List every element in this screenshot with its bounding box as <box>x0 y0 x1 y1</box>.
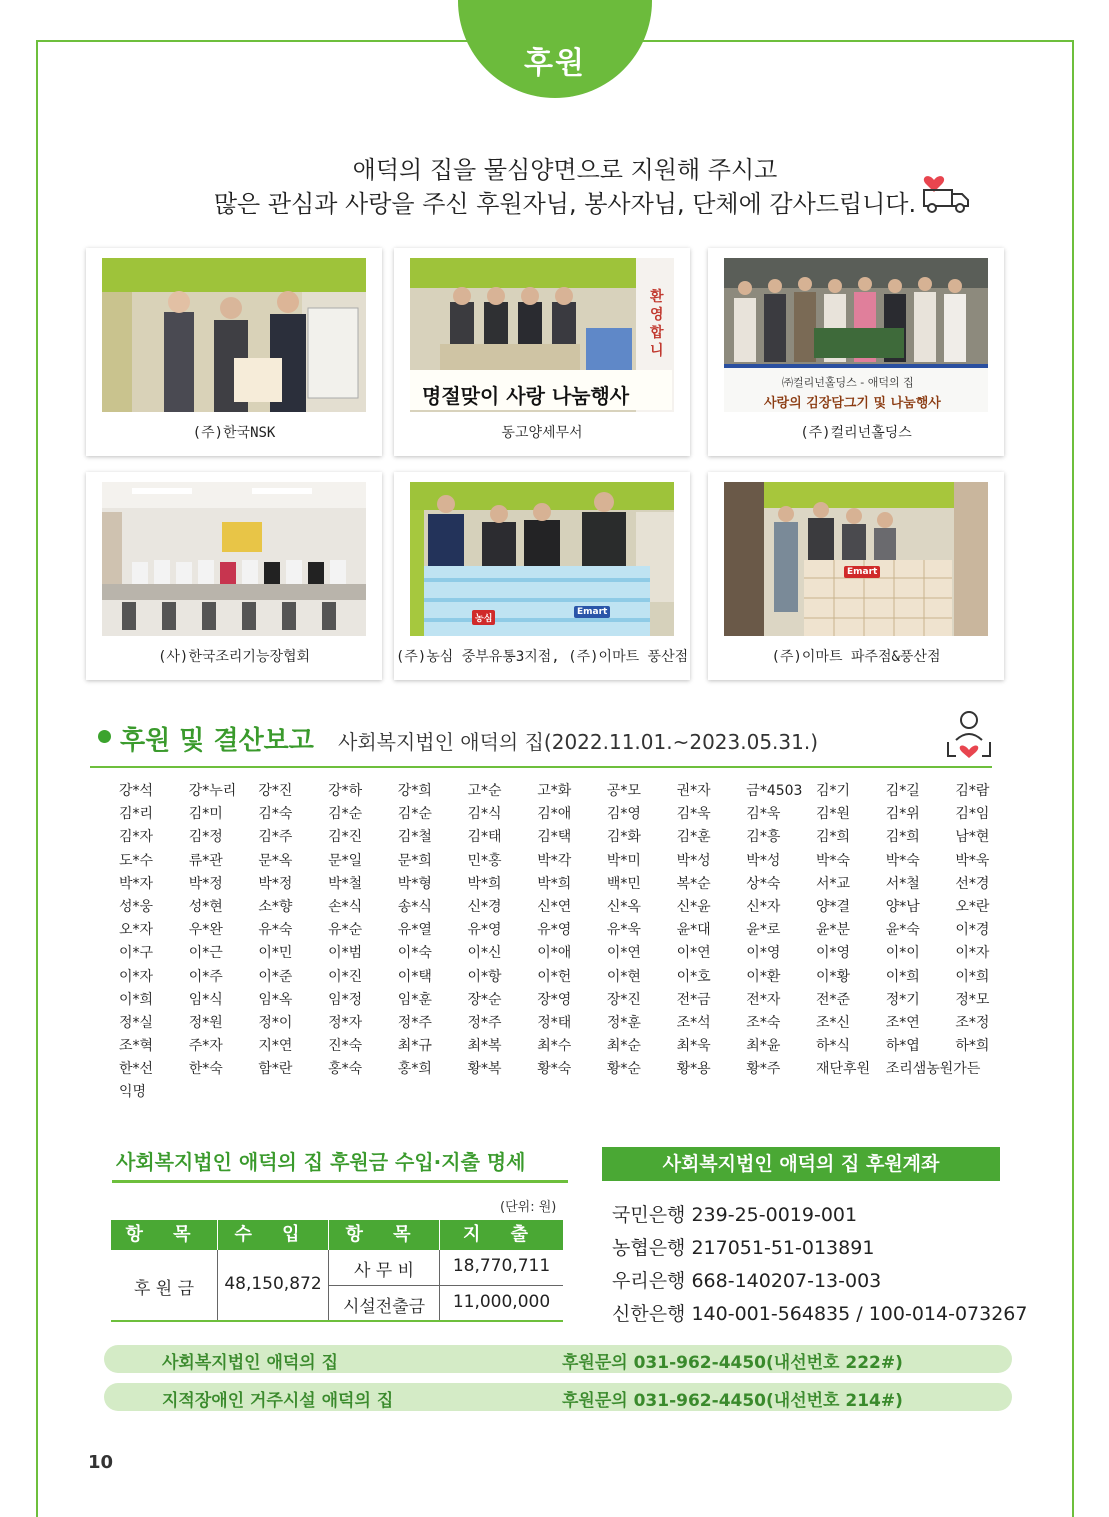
donor-name: 이*진 <box>328 968 363 985</box>
donor-name: 박*희 <box>467 875 502 892</box>
donor-row <box>119 919 999 942</box>
donor-name: 최*윤 <box>746 1038 781 1055</box>
donor-name: 이*주 <box>188 968 223 985</box>
donor-row <box>119 1035 999 1058</box>
donor-name: 전*금 <box>676 991 711 1008</box>
photo-caption: (주)농심 중부유통3지점, (주)이마트 풍산점 <box>395 649 689 665</box>
donor-name: 이*애 <box>537 945 572 962</box>
photo-caption: (주)한국NSK <box>192 425 276 441</box>
donor-name: 문*희 <box>397 852 432 869</box>
donor-name: 강*희 <box>397 783 432 799</box>
ledger-title: 사회복지법인 애덕의 집 후원금 수입·지출 명세 <box>116 1150 526 1174</box>
donor-name: 조*연 <box>885 1014 920 1031</box>
donor-name: 김*태 <box>467 829 502 846</box>
contact-name: 지적장애인 거주시설 애덕의 집 <box>162 1391 394 1411</box>
ledger-bottom-rule <box>111 1320 563 1322</box>
donor-list <box>119 780 999 1105</box>
donor-name: 정*모 <box>955 991 990 1008</box>
donor-name: 정*훈 <box>606 1014 641 1031</box>
ledger-title-rule <box>112 1180 568 1183</box>
donor-name: 장*순 <box>467 991 502 1008</box>
donor-row <box>119 873 999 896</box>
donor-row <box>119 826 999 849</box>
section-tab-label: 후원 <box>524 46 586 81</box>
photo-box-label: Emart <box>574 606 610 618</box>
donor-name: 이*신 <box>467 945 502 962</box>
donor-name: 서*교 <box>816 875 851 892</box>
donor-name: 문*일 <box>328 852 363 869</box>
donor-name: 김*진 <box>328 829 363 846</box>
donor-name: 강*누리 <box>188 783 237 799</box>
donor-name: 선*경 <box>955 875 990 892</box>
donor-name: 오*자 <box>119 922 154 939</box>
donor-name: 김*화 <box>606 829 641 846</box>
donor-name: 박*정 <box>188 875 223 892</box>
donor-name: 정*실 <box>119 1014 154 1031</box>
photo-caption: 동고양세무서 <box>501 425 583 441</box>
donor-name: 조*신 <box>816 1014 851 1031</box>
donor-name: 김*훈 <box>676 829 711 846</box>
donor-name: 장*영 <box>537 991 572 1008</box>
donor-row <box>119 780 999 803</box>
donor-name: 신*연 <box>537 898 572 915</box>
contact-bar <box>104 1383 1012 1411</box>
donor-name: 조*혁 <box>119 1038 154 1055</box>
photo-nongshim-emart <box>410 482 674 636</box>
donor-name: 김*정 <box>188 829 223 846</box>
donor-name: 김*욱 <box>746 806 781 823</box>
donor-name: 박*희 <box>537 875 572 892</box>
donor-name: 진*숙 <box>328 1038 363 1055</box>
donor-name: 하*엽 <box>885 1038 920 1055</box>
donor-name: 이*영 <box>746 945 781 962</box>
donor-name: 김*주 <box>258 829 293 846</box>
donor-name: 조*숙 <box>746 1014 781 1031</box>
donor-name: 복*순 <box>676 875 711 892</box>
donor-name: 이*범 <box>328 945 363 962</box>
ledger-divider <box>328 1250 329 1322</box>
photo-caption: (주)컬리넌홀딩스 <box>800 425 912 441</box>
donor-row <box>119 942 999 965</box>
account-line: 우리은행 668-140207-13-003 <box>612 1270 882 1292</box>
donor-name: 박*각 <box>537 852 572 869</box>
donor-name: 정*태 <box>537 1014 572 1031</box>
donor-name: 김*흥 <box>746 829 781 846</box>
donor-name: 임*식 <box>188 991 223 1008</box>
donor-name: 이*희 <box>119 991 154 1008</box>
donor-name: 송*식 <box>397 898 432 915</box>
photo-card-emart-paju <box>708 472 1004 680</box>
ledger-header-income: 수 입 <box>218 1220 328 1250</box>
ledger-divider <box>217 1250 218 1322</box>
donor-name: 김*순 <box>397 806 432 823</box>
donor-name: 윤*로 <box>746 922 781 939</box>
donor-name: 전*준 <box>816 991 851 1008</box>
donor-name: 소*향 <box>258 898 293 915</box>
donor-name: 공*모 <box>606 783 641 799</box>
ledger-income-amount: 48,150,872 <box>224 1274 322 1294</box>
photo-cullinan <box>724 258 988 412</box>
donor-row <box>119 1012 999 1035</box>
photo-banner-text: 명절맞이 사랑 나눔행사 <box>422 384 630 408</box>
donor-row <box>119 1081 999 1104</box>
donor-name: 김*람 <box>955 783 990 799</box>
ledger-table <box>111 1220 563 1322</box>
hands-heart-icon <box>944 710 994 762</box>
ledger-divider <box>329 1285 563 1286</box>
donor-name: 하*희 <box>955 1038 990 1055</box>
photo-card-tax-office <box>394 248 690 456</box>
donor-name: 하*식 <box>816 1038 851 1055</box>
donor-name: 임*옥 <box>258 991 293 1008</box>
donor-name: 류*관 <box>188 852 223 869</box>
donor-name: 유*열 <box>397 922 432 939</box>
donor-row <box>119 850 999 873</box>
donor-name: 이*호 <box>676 968 711 985</box>
donor-name: 김*영 <box>606 806 641 823</box>
section-subtitle: 사회복지법인 애덕의 집(2022.11.01.~2023.05.31.) <box>338 730 819 754</box>
donor-name: 고*화 <box>537 783 572 799</box>
donor-name: 김*임 <box>955 806 990 823</box>
photo-box-label: 농심 <box>472 610 495 625</box>
donor-name: 이*헌 <box>537 968 572 985</box>
donor-name: 정*기 <box>885 991 920 1008</box>
donor-name: 도*수 <box>119 852 154 869</box>
donor-name: 박*숙 <box>885 852 920 869</box>
donor-name: 김*택 <box>537 829 572 846</box>
donor-name: 이*구 <box>119 945 154 962</box>
donor-name: 김*애 <box>537 806 572 823</box>
donor-row <box>119 1058 999 1081</box>
photo-card-cullinan <box>708 248 1004 456</box>
donor-name: 이*희 <box>955 968 990 985</box>
donor-name: 권*자 <box>676 783 711 799</box>
donor-name: 조*정 <box>955 1014 990 1031</box>
donor-name: 윤*대 <box>676 922 711 939</box>
donor-name: 황*숙 <box>537 1061 572 1078</box>
section-bullet <box>98 730 111 743</box>
donor-name: 김*숙 <box>258 806 293 823</box>
photo-card-chef-association <box>86 472 382 680</box>
ledger-header-expense: 지 출 <box>440 1220 563 1250</box>
donor-name: 재단후원 <box>816 1061 871 1078</box>
donor-name: 금*4503 <box>746 783 803 799</box>
ledger-header-item: 항 목 <box>111 1220 217 1250</box>
donor-name: 이*영 <box>816 945 851 962</box>
intro-line-2: 많은 관심과 사랑을 주신 후원자님, 봉사자님, 단체에 감사드립니다. <box>213 190 917 218</box>
donor-name: 황*주 <box>746 1061 781 1078</box>
donor-name: 양*결 <box>816 898 851 915</box>
donor-name: 강*석 <box>119 783 154 799</box>
donor-name: 우*완 <box>188 922 223 939</box>
donor-name: 박*성 <box>676 852 711 869</box>
donor-name: 최*수 <box>537 1038 572 1055</box>
ledger-divider <box>439 1250 440 1322</box>
contact-name: 사회복지법인 애덕의 집 <box>162 1353 339 1373</box>
donor-name: 오*란 <box>955 898 990 915</box>
donor-row <box>119 966 999 989</box>
donor-name: 성*웅 <box>119 898 154 915</box>
donor-name: 서*철 <box>885 875 920 892</box>
donor-name: 임*정 <box>328 991 363 1008</box>
donor-name: 최*순 <box>606 1038 641 1055</box>
donor-name: 이*항 <box>467 968 502 985</box>
donor-name: 김*길 <box>885 783 920 799</box>
photo-caption: (주)이마트 파주점&풍산점 <box>771 649 941 665</box>
donor-name: 상*숙 <box>746 875 781 892</box>
donor-name: 김*순 <box>328 806 363 823</box>
donor-name: 최*규 <box>397 1038 432 1055</box>
ledger-income-item: 후 원 금 <box>133 1279 195 1299</box>
donor-name: 김*기 <box>816 783 851 799</box>
photo-banner-small: ㈜컬리넌홀딩스 - 애덕의 집 <box>782 376 914 389</box>
photo-caption: (사)한국조리기능장협회 <box>157 649 311 665</box>
photo-nsk <box>102 258 366 412</box>
section-divider <box>90 766 992 768</box>
photo-emart-paju <box>724 482 988 636</box>
donor-row <box>119 896 999 919</box>
donor-name: 박*숙 <box>816 852 851 869</box>
donor-name: 정*주 <box>397 1014 432 1031</box>
donor-name: 이*환 <box>746 968 781 985</box>
donor-name: 전*자 <box>746 991 781 1008</box>
donor-name: 주*자 <box>188 1038 223 1055</box>
donor-name: 홍*숙 <box>328 1061 363 1078</box>
donor-name: 김*철 <box>397 829 432 846</box>
donor-name: 이*희 <box>885 968 920 985</box>
ledger-expense-item: 사 무 비 <box>353 1261 415 1281</box>
donor-name: 박*미 <box>606 852 641 869</box>
donor-name: 강*진 <box>258 783 293 799</box>
donor-name: 윤*분 <box>816 922 851 939</box>
donor-name: 신*윤 <box>676 898 711 915</box>
donor-name: 신*자 <box>746 898 781 915</box>
donor-name: 문*옥 <box>258 852 293 869</box>
donor-name: 유*순 <box>328 922 363 939</box>
donor-name: 정*주 <box>467 1014 502 1031</box>
photo-chef-association <box>102 482 366 636</box>
donor-name: 박*형 <box>397 875 432 892</box>
donor-name: 이*자 <box>955 945 990 962</box>
section-title: 후원 및 결산보고 <box>120 726 314 756</box>
donor-name: 한*선 <box>119 1061 154 1078</box>
donor-name: 백*민 <box>606 875 641 892</box>
ledger-header-item: 항 목 <box>329 1220 439 1250</box>
donor-name: 이*민 <box>258 945 293 962</box>
donor-name: 신*옥 <box>606 898 641 915</box>
accounts-title: 사회복지법인 애덕의 집 후원계좌 <box>602 1147 1000 1181</box>
donor-name: 이*근 <box>188 945 223 962</box>
donor-name: 김*미 <box>188 806 223 823</box>
account-line: 신한은행 140-001-564835 / 100-014-073267 <box>612 1303 1028 1325</box>
donor-name: 이*황 <box>816 968 851 985</box>
account-line: 국민은행 239-25-0019-001 <box>612 1204 858 1226</box>
donor-name: 이*연 <box>606 945 641 962</box>
photo-banner-text: 사랑의 김장담그기 및 나눔행사 <box>764 396 941 411</box>
contact-bar <box>104 1345 1012 1373</box>
donor-name: 정*이 <box>258 1014 293 1031</box>
donor-name: 윤*숙 <box>885 922 920 939</box>
page-number: 10 <box>88 1452 114 1473</box>
donor-name: 최*복 <box>467 1038 502 1055</box>
donor-name: 조리샘농원가든 <box>885 1061 981 1078</box>
donor-name: 이*현 <box>606 968 641 985</box>
donor-name: 유*영 <box>537 922 572 939</box>
donor-name: 황*복 <box>467 1061 502 1078</box>
donor-row <box>119 803 999 826</box>
donor-name: 성*현 <box>188 898 223 915</box>
donor-name: 지*연 <box>258 1038 293 1055</box>
donor-name: 김*희 <box>885 829 920 846</box>
donor-name: 황*순 <box>606 1061 641 1078</box>
donor-name: 이*이 <box>885 945 920 962</box>
donor-name: 홍*희 <box>397 1061 432 1078</box>
contact-phone: 후원문의 031-962-4450(내선번호 222#) <box>562 1353 903 1373</box>
donor-name: 이*경 <box>955 922 990 939</box>
donor-name: 박*성 <box>746 852 781 869</box>
heart-truck-icon <box>920 166 972 214</box>
donor-name: 장*진 <box>606 991 641 1008</box>
donor-name: 정*원 <box>188 1014 223 1031</box>
ledger-expense-amount: 11,000,000 <box>452 1292 551 1312</box>
donor-name: 함*란 <box>258 1061 293 1078</box>
donor-name: 김*위 <box>885 806 920 823</box>
ledger-expense-amount: 18,770,711 <box>452 1256 551 1276</box>
ledger-expense-item: 시설전출금 <box>342 1297 426 1317</box>
donor-row <box>119 989 999 1012</box>
donor-name: 이*자 <box>119 968 154 985</box>
photo-sign-text: 환영합니 <box>650 289 664 359</box>
donor-name: 민*홍 <box>467 852 502 869</box>
donor-name: 김*자 <box>119 829 154 846</box>
donor-name: 이*준 <box>258 968 293 985</box>
donor-name: 박*욱 <box>955 852 990 869</box>
photo-tax-office <box>410 258 674 412</box>
donor-name: 김*리 <box>119 806 154 823</box>
donor-name: 김*욱 <box>676 806 711 823</box>
donor-name: 박*철 <box>328 875 363 892</box>
donor-name: 김*식 <box>467 806 502 823</box>
donor-name: 정*자 <box>328 1014 363 1031</box>
ledger-unit: (단위: 원) <box>500 1200 557 1215</box>
donor-name: 김*희 <box>816 829 851 846</box>
donor-name: 신*경 <box>467 898 502 915</box>
donor-name: 황*용 <box>676 1061 711 1078</box>
donor-name: 남*현 <box>955 829 990 846</box>
donor-name: 임*훈 <box>397 991 432 1008</box>
donor-name: 이*연 <box>676 945 711 962</box>
donor-name: 양*남 <box>885 898 920 915</box>
photo-card-nsk <box>86 248 382 456</box>
donor-name: 손*식 <box>328 898 363 915</box>
donor-name: 박*정 <box>258 875 293 892</box>
donor-name: 유*영 <box>467 922 502 939</box>
donor-name: 김*원 <box>816 806 851 823</box>
photo-box-label: Emart <box>844 566 880 578</box>
donor-name: 이*택 <box>397 968 432 985</box>
donor-name: 최*욱 <box>676 1038 711 1055</box>
intro-line-1: 애덕의 집을 물심양면으로 지원해 주시고 <box>352 156 778 184</box>
donor-name: 익명 <box>119 1084 147 1101</box>
donor-name: 유*욱 <box>606 922 641 939</box>
donor-name: 박*자 <box>119 875 154 892</box>
donor-name: 한*숙 <box>188 1061 223 1078</box>
donor-name: 조*석 <box>676 1014 711 1031</box>
donor-name: 이*숙 <box>397 945 432 962</box>
contact-phone: 후원문의 031-962-4450(내선번호 214#) <box>562 1391 903 1411</box>
donor-name: 고*순 <box>467 783 502 799</box>
photo-card-nongshim-emart <box>394 472 690 680</box>
donor-name: 유*숙 <box>258 922 293 939</box>
account-line: 농협은행 217051-51-013891 <box>612 1237 875 1259</box>
donor-name: 강*하 <box>328 783 363 799</box>
